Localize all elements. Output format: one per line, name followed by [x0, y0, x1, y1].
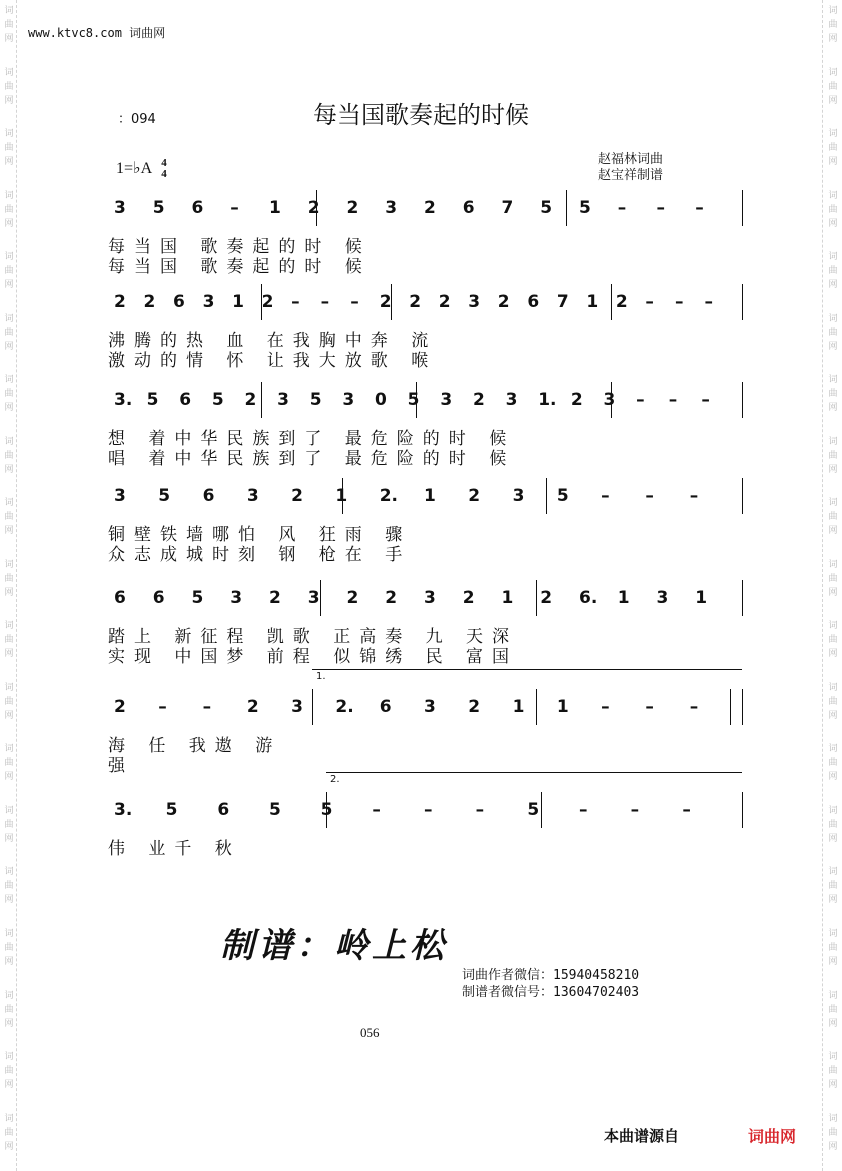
watermark-char: 词	[828, 129, 838, 140]
note: 3	[440, 390, 453, 410]
note: 2	[261, 292, 274, 312]
watermark-char: 曲	[828, 573, 838, 584]
watermark-char: 网	[828, 526, 838, 537]
note: –	[617, 198, 627, 218]
watermark-char: 曲	[828, 20, 838, 30]
volta-label: 2.	[330, 774, 340, 785]
footer-logo[interactable]: 词曲网	[748, 1127, 797, 1146]
note: 3	[512, 486, 525, 506]
bar-line	[742, 478, 743, 514]
note: 5	[211, 390, 224, 410]
note: –	[202, 697, 212, 717]
wechat-arranger: 制谱者微信号：13604702403	[462, 985, 640, 1000]
watermark-char: 网	[828, 649, 838, 660]
note: 5	[165, 800, 178, 820]
watermark-char: 词	[4, 190, 14, 201]
note: 1	[424, 486, 436, 506]
watermark-char: 曲	[4, 143, 14, 154]
note: 2	[269, 588, 281, 608]
note: –	[579, 800, 588, 820]
watermark-char: 曲	[4, 266, 14, 277]
watermark-char: 曲	[4, 758, 14, 769]
watermark-char: 网	[828, 157, 838, 168]
watermark-char: 词	[828, 436, 838, 447]
watermark-char: 词	[828, 621, 838, 632]
note: 5	[527, 800, 540, 820]
note: 5	[269, 800, 281, 820]
note: 6	[527, 292, 540, 312]
watermark-char: 网	[828, 403, 838, 414]
watermark-char: 网	[4, 1080, 14, 1091]
watermark-char: 曲	[4, 1066, 14, 1077]
footer-source: 本曲谱源自	[604, 1127, 680, 1145]
volta-label: 1.	[316, 671, 326, 682]
lyric-line: 海 任 我遨 游	[108, 736, 282, 756]
note: 1.	[538, 390, 557, 410]
watermark-char: 曲	[828, 81, 838, 92]
bar-line	[391, 284, 392, 320]
note: 3	[505, 390, 518, 410]
note: 2	[244, 390, 257, 410]
note: 2	[424, 198, 436, 218]
watermark-char: 网	[4, 95, 14, 106]
watermark-char: 网	[828, 710, 838, 721]
lyric-line: 每当国 歌奏起的时 候	[108, 237, 371, 257]
song-number: ：094	[118, 112, 156, 127]
watermark-char: 曲	[828, 512, 838, 523]
watermark-char: 曲	[828, 942, 838, 953]
note: –	[350, 292, 359, 312]
note: –	[701, 390, 710, 410]
note: 2	[540, 588, 553, 608]
note: –	[668, 390, 678, 410]
right-margin-line	[822, 0, 823, 1171]
note: 2	[472, 390, 485, 410]
watermark-char: 曲	[4, 819, 14, 830]
note: 2	[462, 588, 475, 608]
watermark-char: 曲	[4, 327, 14, 338]
bar-line	[742, 284, 743, 320]
watermark-char: 网	[4, 1018, 14, 1029]
bar-line	[312, 689, 313, 725]
watermark-char: 网	[4, 403, 14, 414]
note: 6	[202, 486, 215, 506]
watermark-char: 词	[4, 928, 14, 939]
watermark-char: 词	[4, 559, 14, 570]
watermark-char: 曲	[828, 327, 838, 338]
left-watermark-strip	[2, 0, 16, 1171]
note: –	[656, 198, 665, 218]
watermark-char: 网	[4, 464, 14, 475]
right-watermark-strip	[826, 0, 840, 1171]
bar-line	[261, 284, 262, 320]
note: –	[630, 800, 640, 820]
watermark-char: 词	[828, 190, 838, 201]
watermark-char: 曲	[4, 1127, 14, 1138]
note: 1	[512, 697, 525, 717]
note: 3	[307, 588, 320, 608]
note: 2	[438, 292, 451, 312]
watermark-char: 网	[828, 587, 838, 598]
note: 1	[232, 292, 244, 312]
watermark-char: 词	[4, 867, 14, 878]
watermark-char: 词	[828, 682, 838, 693]
signature: 制谱：岭上松	[220, 926, 448, 966]
note: –	[695, 198, 704, 218]
watermark-char: 曲	[4, 696, 14, 707]
lyric-line: 踏上 新征程 凯歌 正高奏 九 天深	[108, 627, 519, 647]
note: 3	[291, 697, 303, 717]
note: 2	[114, 697, 126, 717]
watermark-char: 曲	[4, 1004, 14, 1015]
note: 1	[501, 588, 514, 608]
note: 6	[173, 292, 185, 312]
watermark-char: 词	[4, 436, 14, 447]
note: 1	[335, 486, 348, 506]
note: 3	[342, 390, 355, 410]
watermark-char: 曲	[828, 1066, 838, 1077]
watermark-char: 网	[828, 833, 838, 844]
note: –	[689, 697, 699, 717]
watermark-char: 词	[828, 375, 838, 386]
watermark-char: 曲	[828, 143, 838, 154]
watermark-char: 词	[828, 744, 838, 755]
note: –	[645, 292, 654, 312]
watermark-char: 词	[828, 498, 838, 509]
bar-line	[326, 792, 327, 828]
note: 3.	[114, 390, 133, 410]
watermark-char: 词	[4, 1052, 14, 1063]
watermark-char: 词	[4, 990, 14, 1001]
song-title: 每当国歌奏起的时候	[313, 101, 529, 129]
note: –	[601, 486, 610, 506]
watermark-char: 词	[828, 990, 838, 1001]
watermark-char: 网	[4, 587, 14, 598]
note: 5	[407, 390, 420, 410]
lyric-line: 众志成城时刻 钢 枪在 手	[108, 545, 412, 565]
watermark-char: 曲	[4, 20, 14, 30]
note: 2.	[379, 486, 398, 506]
note: 3	[114, 198, 126, 218]
watermark-char: 网	[828, 95, 838, 106]
note: 2.	[335, 697, 354, 717]
watermark-char: 网	[828, 34, 838, 44]
note: 7	[556, 292, 569, 312]
watermark-char: 曲	[828, 696, 838, 707]
bar-line	[320, 580, 321, 616]
watermark-char: 网	[4, 833, 14, 844]
watermark-char: 网	[828, 895, 838, 906]
bar-line	[742, 689, 743, 725]
note: –	[320, 292, 330, 312]
watermark-char: 词	[4, 6, 14, 16]
note: 1	[586, 292, 599, 312]
bar-line	[742, 190, 743, 226]
watermark-char: 网	[4, 1141, 14, 1152]
note: 6	[217, 800, 230, 820]
note: 6	[152, 588, 165, 608]
note: 7	[501, 198, 514, 218]
volta-bracket	[312, 669, 742, 670]
bar-line	[546, 478, 547, 514]
lyric-line: 沸腾的热 血 在我胸中奔 流	[108, 331, 438, 351]
note: 2	[615, 292, 628, 312]
note: 2	[409, 292, 422, 312]
watermark-char: 词	[4, 1113, 14, 1124]
watermark-char: 曲	[828, 635, 838, 646]
note: 3	[277, 390, 289, 410]
note: 3	[603, 390, 616, 410]
watermark-char: 网	[4, 218, 14, 229]
watermark-char: 网	[4, 649, 14, 660]
note: 6.	[579, 588, 598, 608]
lyric-line: 激动的情 怀 让我大放歌 喉	[108, 351, 438, 371]
note: 3	[230, 588, 243, 608]
watermark-char: 词	[828, 559, 838, 570]
watermark-char: 词	[828, 928, 838, 939]
watermark-char: 网	[4, 772, 14, 783]
note: 3	[656, 588, 669, 608]
watermark-char: 网	[4, 280, 14, 291]
watermark-char: 词	[4, 252, 14, 263]
note: 5	[540, 198, 553, 218]
watermark-char: 网	[828, 218, 838, 229]
note: 1	[556, 697, 569, 717]
bar-line	[536, 689, 537, 725]
note: –	[645, 697, 654, 717]
watermark-char: 曲	[4, 81, 14, 92]
watermark-char: 曲	[828, 450, 838, 461]
lyric-line: 伟 业千 秋	[108, 839, 241, 859]
watermark-char: 词	[4, 313, 14, 324]
note: –	[601, 697, 610, 717]
note: 0	[375, 390, 387, 410]
note: 3	[424, 588, 436, 608]
note: 6	[462, 198, 475, 218]
wechat-author: 词曲作者微信：15940458210	[462, 968, 640, 983]
lyric-line: 想 着中华民族到了 最危险的时 候	[108, 429, 516, 449]
note: –	[674, 292, 684, 312]
note: 5	[152, 198, 165, 218]
watermark-char: 曲	[828, 758, 838, 769]
watermark-char: 曲	[828, 881, 838, 892]
note: 2	[385, 588, 398, 608]
note: –	[475, 800, 485, 820]
watermark-char: 词	[4, 498, 14, 509]
watermark-char: 网	[4, 34, 14, 44]
note: 2	[114, 292, 126, 312]
watermark-char: 网	[4, 895, 14, 906]
bar-line	[316, 190, 317, 226]
lyric-line: 唱 着中华民族到了 最危险的时 候	[108, 449, 516, 469]
note: –	[291, 292, 300, 312]
note: –	[704, 292, 713, 312]
watermark-char: 曲	[4, 573, 14, 584]
note: 6	[191, 198, 204, 218]
note: 2	[570, 390, 583, 410]
watermark-char: 曲	[828, 389, 838, 400]
bar-line	[566, 190, 567, 226]
note: 3	[468, 292, 481, 312]
note: –	[689, 486, 699, 506]
watermark-char: 曲	[4, 389, 14, 400]
watermark-char: 曲	[4, 204, 14, 215]
bar-line	[342, 478, 343, 514]
bar-line	[742, 580, 743, 616]
key-label: 1=♭A	[116, 160, 152, 177]
watermark-char: 网	[828, 772, 838, 783]
watermark-char: 词	[828, 1052, 838, 1063]
note: –	[372, 800, 381, 820]
watermark-char: 词	[828, 6, 838, 16]
watermark-char: 词	[828, 67, 838, 78]
note: 2	[246, 697, 259, 717]
lyric-line: 铜壁铁墙哪怕 风 狂雨 骤	[108, 525, 412, 545]
note: 2	[291, 486, 303, 506]
left-margin-line	[16, 0, 17, 1171]
watermark-char: 曲	[4, 942, 14, 953]
volta-bracket	[326, 772, 742, 773]
note: 6	[379, 697, 392, 717]
note: –	[230, 198, 239, 218]
note: 3	[114, 486, 126, 506]
watermark-char: 词	[4, 67, 14, 78]
watermark-char: 网	[828, 341, 838, 352]
watermark-char: 网	[4, 526, 14, 537]
watermark-char: 网	[4, 710, 14, 721]
note: –	[158, 697, 167, 717]
note: 3	[424, 697, 436, 717]
watermark-char: 网	[828, 1141, 838, 1152]
bar-line	[730, 689, 731, 725]
watermark-char: 词	[4, 375, 14, 386]
watermark-char: 词	[4, 682, 14, 693]
site-url[interactable]: www.ktvc8.com 词曲网	[28, 26, 166, 40]
watermark-char: 曲	[4, 450, 14, 461]
credit-composer: 赵福林词曲	[598, 152, 664, 167]
note: –	[682, 800, 691, 820]
note: 6	[114, 588, 126, 608]
watermark-char: 网	[4, 157, 14, 168]
note: 2	[143, 292, 156, 312]
note: 5	[191, 588, 204, 608]
note: 3	[385, 198, 398, 218]
bar-line	[611, 382, 612, 418]
watermark-char: 曲	[828, 819, 838, 830]
note: 5	[146, 390, 159, 410]
note: 2	[346, 588, 359, 608]
watermark-char: 曲	[828, 1004, 838, 1015]
note: 2	[307, 198, 320, 218]
watermark-char: 曲	[828, 204, 838, 215]
watermark-char: 词	[828, 805, 838, 816]
watermark-char: 网	[828, 956, 838, 967]
watermark-char: 网	[828, 280, 838, 291]
note: 5	[320, 800, 333, 820]
watermark-char: 词	[828, 313, 838, 324]
watermark-char: 网	[828, 1080, 838, 1091]
watermark-char: 词	[828, 867, 838, 878]
note: 1	[269, 198, 281, 218]
watermark-char: 词	[4, 621, 14, 632]
time-signature: 4 4	[161, 157, 167, 181]
watermark-char: 词	[4, 744, 14, 755]
note: 3	[202, 292, 215, 312]
bar-line	[541, 792, 542, 828]
watermark-char: 曲	[828, 266, 838, 277]
key-signature	[116, 158, 167, 180]
note: 2	[468, 486, 481, 506]
bar-line	[742, 792, 743, 828]
note: 5	[556, 486, 569, 506]
note: 3.	[114, 800, 133, 820]
watermark-char: 网	[4, 341, 14, 352]
watermark-char: 网	[828, 1018, 838, 1029]
note: –	[424, 800, 433, 820]
note: 2	[468, 697, 481, 717]
watermark-char: 曲	[828, 1127, 838, 1138]
note: 1	[695, 588, 708, 608]
note: 1	[617, 588, 630, 608]
lyric-line: 每当国 歌奏起的时 候	[108, 257, 371, 277]
watermark-char: 词	[4, 805, 14, 816]
lyric-line: 强	[108, 756, 134, 776]
watermark-char: 网	[4, 956, 14, 967]
note: 2	[379, 292, 392, 312]
watermark-char: 词	[4, 129, 14, 140]
note: 6	[179, 390, 192, 410]
note: –	[645, 486, 654, 506]
watermark-char: 曲	[4, 635, 14, 646]
watermark-char: 词	[828, 1113, 838, 1124]
note: –	[636, 390, 645, 410]
bar-line	[536, 580, 537, 616]
bar-line	[611, 284, 612, 320]
bar-line	[416, 382, 417, 418]
note: 2	[346, 198, 359, 218]
bar-line	[261, 382, 262, 418]
watermark-char: 曲	[4, 881, 14, 892]
page-number: 056	[360, 1025, 380, 1040]
note: 5	[158, 486, 171, 506]
note: 3	[246, 486, 259, 506]
credit-arranger: 赵宝祥制谱	[598, 168, 664, 183]
watermark-char: 词	[828, 252, 838, 263]
bar-line	[742, 382, 743, 418]
note: 5	[309, 390, 322, 410]
watermark-char: 网	[828, 464, 838, 475]
note: 5	[579, 198, 591, 218]
note: 2	[497, 292, 510, 312]
watermark-char: 曲	[4, 512, 14, 523]
lyric-line: 实现 中国梦 前程 似锦绣 民 富国	[108, 647, 519, 667]
